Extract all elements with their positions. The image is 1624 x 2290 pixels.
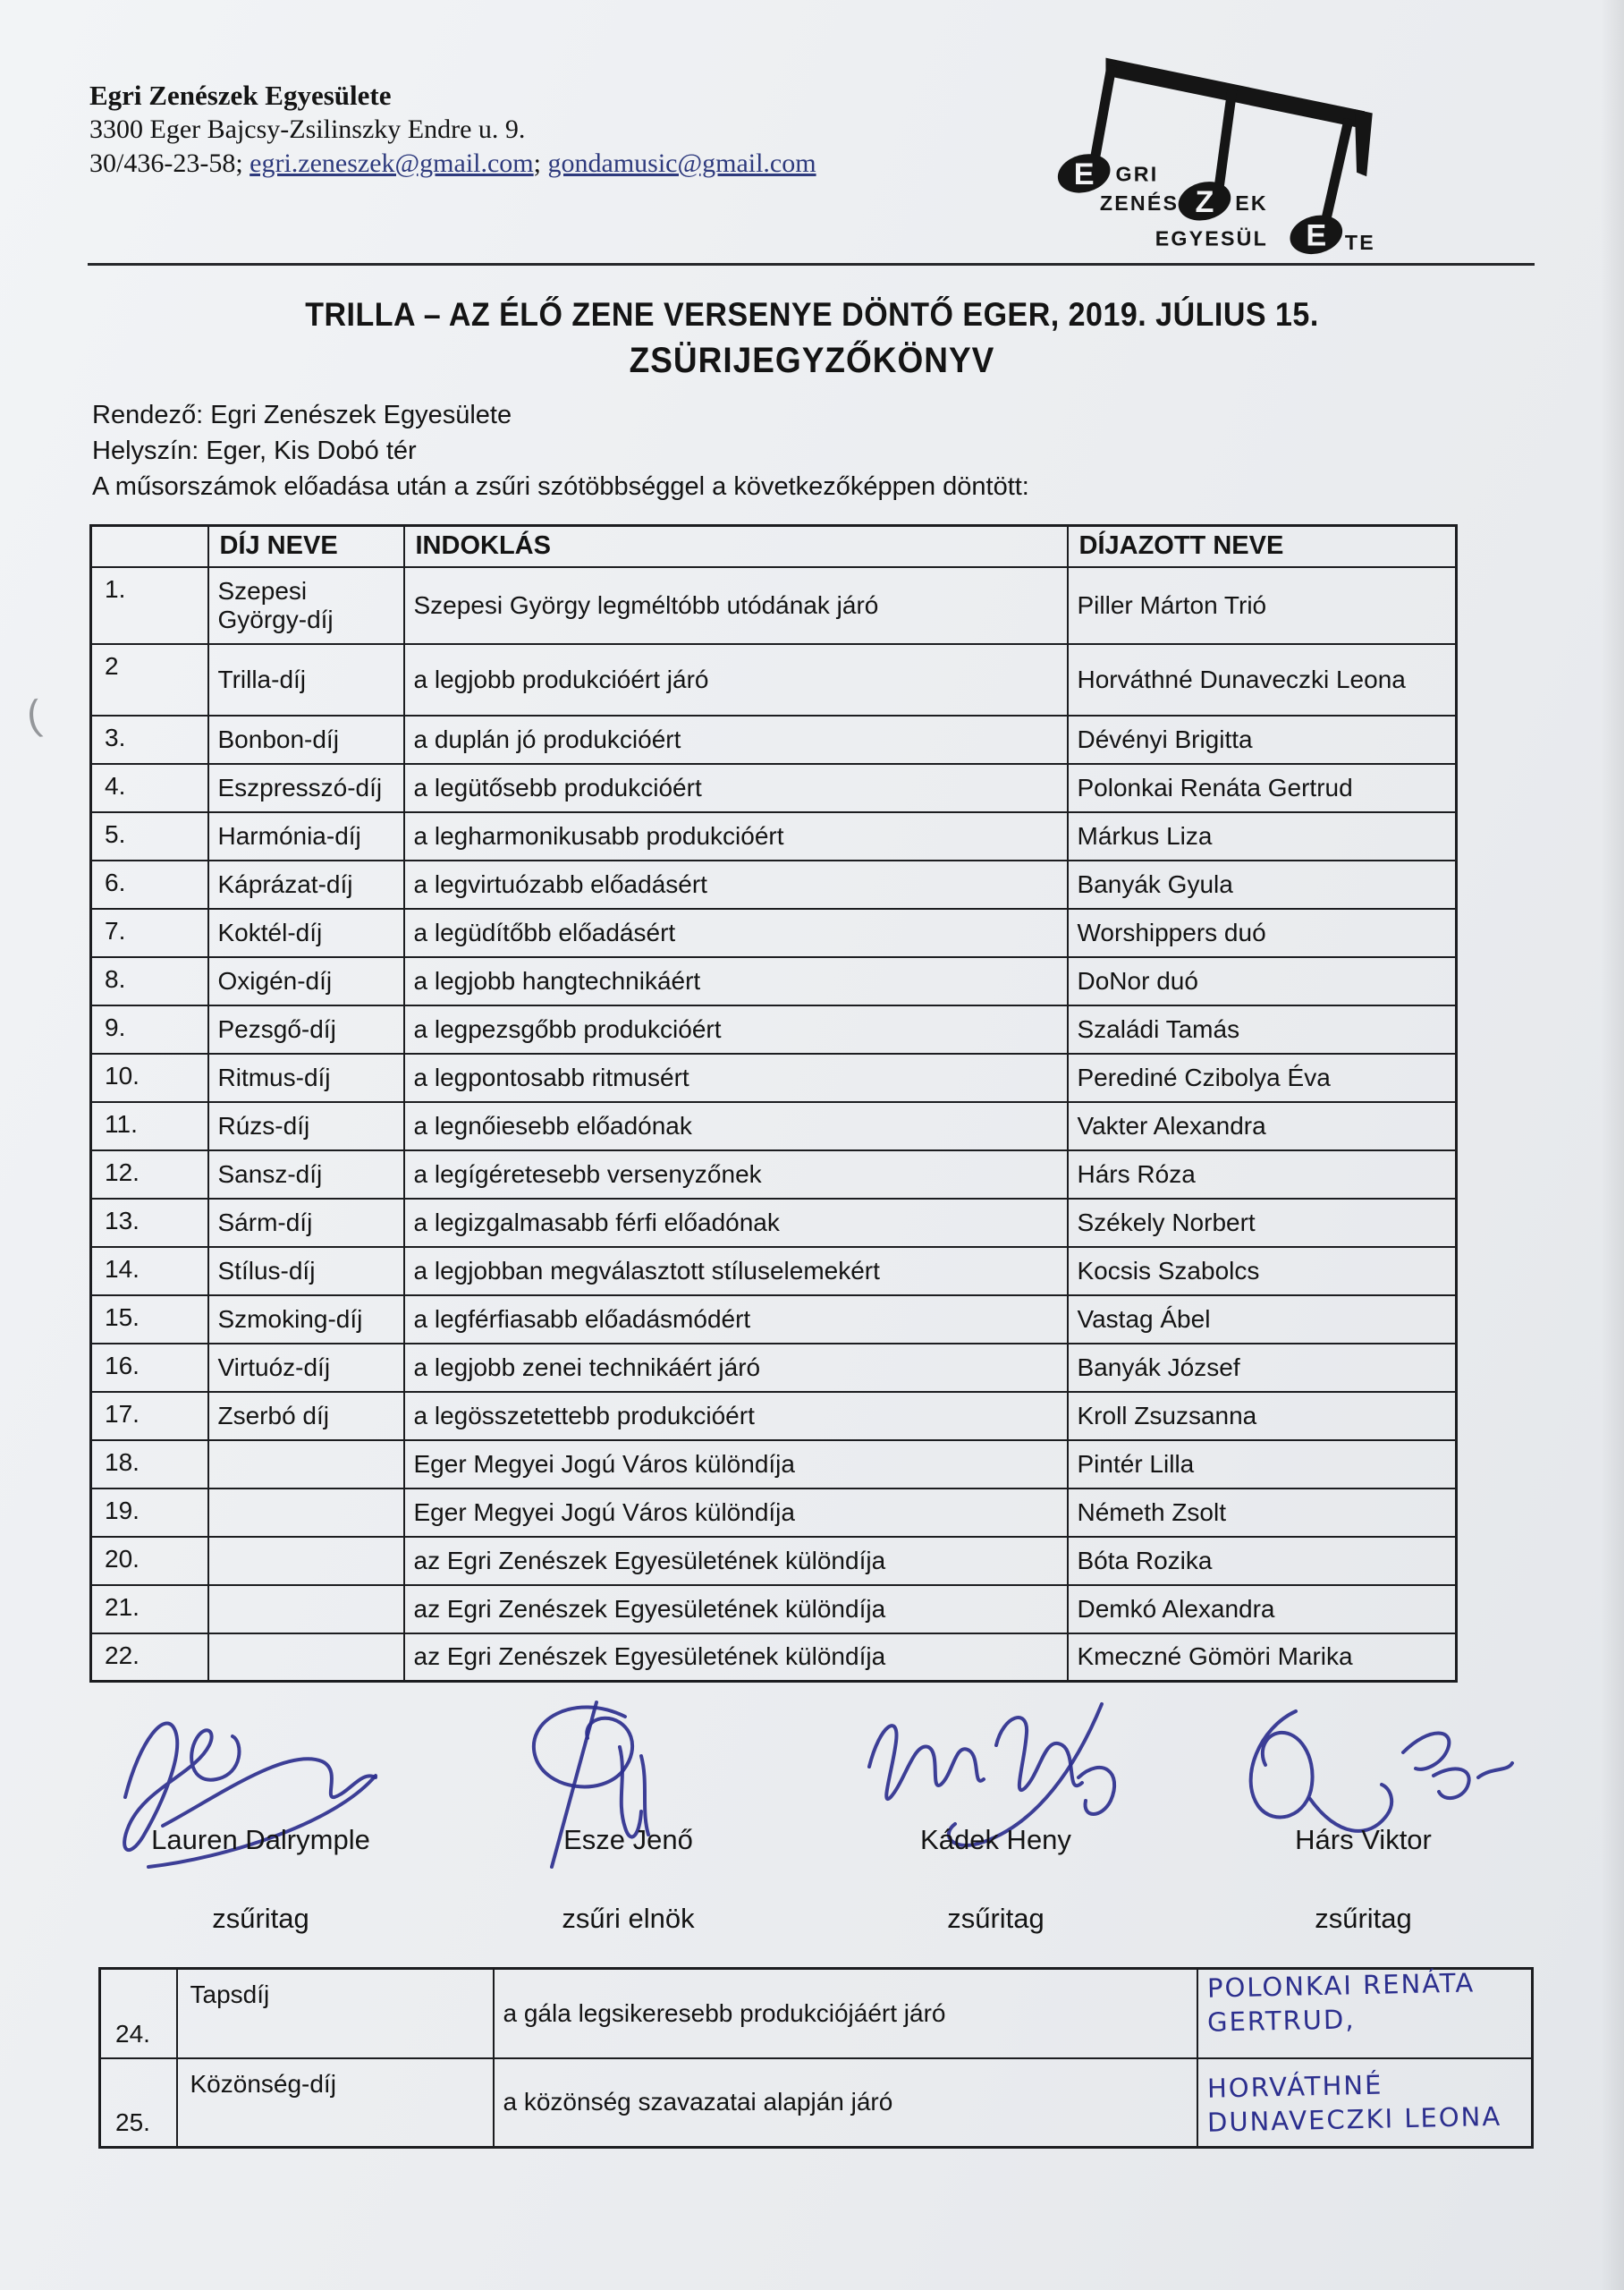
header-num-cell <box>91 526 208 567</box>
award-name-cell: Tapsdíj <box>177 1969 494 2058</box>
header-reason-cell: INDOKLÁS <box>404 526 1068 567</box>
row-number-cell: 2 <box>91 644 208 716</box>
reason-cell: az Egri Zenészek Egyesületének különdíja <box>404 1585 1068 1633</box>
location-line: Helyszín: Eger, Kis Dobó tér <box>92 437 417 465</box>
award-row <box>91 1440 1457 1488</box>
award-name-cell: Harmónia-díj <box>208 812 404 861</box>
winner-name-cell: Banyák József <box>1068 1344 1457 1392</box>
row-number-cell: 15. <box>91 1295 208 1344</box>
award-row <box>91 1585 1457 1633</box>
award-row <box>91 1488 1457 1537</box>
signatory-role: zsűritag <box>1315 1903 1412 1934</box>
award-name-cell: Káprázat-díj <box>208 861 404 909</box>
award-name-cell <box>208 1537 404 1585</box>
email-link-1[interactable]: egri.zeneszek@gmail.com <box>250 148 534 178</box>
winner-name-cell: Hárs Róza <box>1068 1150 1457 1199</box>
org-name: Egri Zenészek Egyesülete <box>89 80 392 111</box>
awards-table-header-row <box>91 526 1457 567</box>
award-row <box>91 1537 1457 1585</box>
row-number-cell: 10. <box>91 1054 208 1102</box>
org-logo-music-notes-icon <box>1036 52 1393 259</box>
row-number-cell: 19. <box>91 1488 208 1537</box>
award-name-cell: Ritmus-díj <box>208 1054 404 1102</box>
winner-name-cell: Dévényi Brigitta <box>1068 716 1457 764</box>
org-address: 3300 Eger Bajcsy-Zsilinszky Endre u. 9. <box>89 114 526 144</box>
letterhead <box>0 0 1624 254</box>
handwritten-winner-line: GERTRUD, <box>1206 2003 1356 2038</box>
award-name-cell: Koktél-díj <box>208 909 404 957</box>
row-number-cell: 17. <box>91 1392 208 1440</box>
winner-name-cell: Székely Norbert <box>1068 1199 1457 1247</box>
reason-cell: a legüdítőbb előadásért <box>404 909 1068 957</box>
row-number-cell: 11. <box>91 1102 208 1150</box>
signatory-role: zsűritag <box>947 1903 1045 1934</box>
email-link-2[interactable]: gondamusic@gmail.com <box>547 148 816 178</box>
award-row <box>91 812 1457 861</box>
award-name-cell: Stílus-díj <box>208 1247 404 1295</box>
winner-name-cell: Szaládi Tamás <box>1068 1005 1457 1054</box>
award-row <box>91 1633 1457 1682</box>
signatory-name: Esze Jenő <box>563 1824 693 1855</box>
contact-separator: ; <box>533 148 548 178</box>
special-awards-table <box>98 1967 1534 2149</box>
signature-col-2 <box>444 1709 812 1935</box>
row-number-cell: 16. <box>91 1344 208 1392</box>
winner-name-cell: Bóta Rozika <box>1068 1537 1457 1585</box>
winner-name-cell: Perediné Czibolya Éva <box>1068 1054 1457 1102</box>
handwritten-winner-line: HORVÁTHNÉ <box>1206 2069 1383 2104</box>
signatory-name: Kádek Heny <box>920 1824 1071 1855</box>
winner-name-cell: Piller Márton Trió <box>1068 567 1457 644</box>
reason-cell: a legütősebb produkcióért <box>404 764 1068 812</box>
header-divider <box>88 263 1535 266</box>
award-row <box>91 764 1457 812</box>
reason-cell: Eger Megyei Jogú Város különdíja <box>404 1488 1068 1537</box>
award-name-cell: Pezsgő-díj <box>208 1005 404 1054</box>
row-number-cell: 8. <box>91 957 208 1005</box>
reason-cell: Eger Megyei Jogú Város különdíja <box>404 1440 1068 1488</box>
award-row <box>91 1247 1457 1295</box>
award-name-cell: Sárm-díj <box>208 1199 404 1247</box>
meta-block <box>92 397 1624 505</box>
logo-text-ek: EK <box>1235 191 1268 215</box>
row-number-cell: 12. <box>91 1150 208 1199</box>
reason-cell: a legígéretesebb versenyzőnek <box>404 1150 1068 1199</box>
award-name-cell: Oxigén-díj <box>208 957 404 1005</box>
reason-cell: az Egri Zenészek Egyesületének különdíja <box>404 1633 1068 1682</box>
signatory-name: Hárs Viktor <box>1295 1824 1432 1855</box>
reason-cell: a legjobban megválasztott stíluselemekért <box>404 1247 1068 1295</box>
header-winner-cell: DÍJAZOTT NEVE <box>1068 526 1457 567</box>
org-phone: 30/436-23-58; <box>89 148 250 178</box>
winner-name-cell: Kocsis Szabolcs <box>1068 1247 1457 1295</box>
winner-name-cell: Demkó Alexandra <box>1068 1585 1457 1633</box>
award-row <box>91 957 1457 1005</box>
handwritten-winner-line: DUNAVECZKI LEONA <box>1206 2101 1501 2138</box>
reason-cell: a legpontosabb ritmusért <box>404 1054 1068 1102</box>
winner-name-cell: Worshippers duó <box>1068 909 1457 957</box>
row-number-cell: 21. <box>91 1585 208 1633</box>
reason-cell: a legvirtuózabb előadásért <box>404 861 1068 909</box>
award-row <box>91 1392 1457 1440</box>
winner-name-cell: Horváthné Dunaveczki Leona <box>1068 644 1457 716</box>
signature-block <box>0 1709 1624 1935</box>
header-award-cell: DÍJ NEVE <box>208 526 404 567</box>
reason-cell: a legizgalmasabb férfi előadónak <box>404 1199 1068 1247</box>
intro-line: A műsorszámok előadása után a zsűri szótöbbséggel a következőképpen döntött: <box>92 472 1029 501</box>
award-row <box>91 861 1457 909</box>
winner-name-cell: Pintér Lilla <box>1068 1440 1457 1488</box>
reason-cell: Szepesi György legméltóbb utódának járó <box>404 567 1068 644</box>
row-number-cell: 9. <box>91 1005 208 1054</box>
row-number-cell: 24. <box>100 1969 177 2058</box>
row-number-cell: 4. <box>91 764 208 812</box>
award-row <box>91 909 1457 957</box>
special-award-row <box>100 1969 1533 2058</box>
award-row <box>91 716 1457 764</box>
award-row <box>91 567 1457 644</box>
award-row <box>91 644 1457 716</box>
row-number-cell: 6. <box>91 861 208 909</box>
signature-col-1 <box>77 1709 444 1935</box>
award-row <box>91 1295 1457 1344</box>
award-row <box>91 1344 1457 1392</box>
row-number-cell: 7. <box>91 909 208 957</box>
winner-name-cell: Vakter Alexandra <box>1068 1102 1457 1150</box>
reason-cell: a legösszetettebb produkcióért <box>404 1392 1068 1440</box>
organizer-line: Rendező: Egri Zenészek Egyesülete <box>92 401 512 429</box>
winner-name-cell: Németh Zsolt <box>1068 1488 1457 1537</box>
row-number-cell: 1. <box>91 567 208 644</box>
signatory-role: zsűri elnök <box>562 1903 695 1934</box>
award-name-cell: Szmoking-díj <box>208 1295 404 1344</box>
row-number-cell: 13. <box>91 1199 208 1247</box>
reason-cell: a legjobb zenei technikáért járó <box>404 1344 1068 1392</box>
award-row <box>91 1054 1457 1102</box>
row-number-cell: 5. <box>91 812 208 861</box>
reason-cell: a legharmonikusabb produkcióért <box>404 812 1068 861</box>
reason-cell: az Egri Zenészek Egyesületének különdíja <box>404 1537 1068 1585</box>
winner-name-cell: Vastag Ábel <box>1068 1295 1457 1344</box>
award-row <box>91 1199 1457 1247</box>
document-title: TRILLA – AZ ÉLŐ ZENE VERSENYE DÖNTŐ EGER, 2019. JÚLIUS 15. <box>305 296 1319 334</box>
award-name-cell: Trilla-díj <box>208 644 404 716</box>
document-subtitle: ZSÜRIJEGYZŐKÖNYV <box>629 340 995 380</box>
handwritten-winner-line: POLONKAI RENÁTA <box>1206 1967 1475 2004</box>
award-row <box>91 1005 1457 1054</box>
award-name-cell <box>208 1440 404 1488</box>
award-row <box>91 1102 1457 1150</box>
reason-cell: a legjobb hangtechnikáért <box>404 957 1068 1005</box>
row-number-cell: 14. <box>91 1247 208 1295</box>
winner-name-cell: Polonkai Renáta Gertrud <box>1068 764 1457 812</box>
winner-name-cell: DoNor duó <box>1068 957 1457 1005</box>
row-number-cell: 18. <box>91 1440 208 1488</box>
award-name-cell: Eszpresszó-díj <box>208 764 404 812</box>
award-name-cell: Sansz-díj <box>208 1150 404 1199</box>
logo-text-egyesul: EGYESÜL <box>1155 226 1268 250</box>
handwritten-winner-cell <box>1197 1969 1533 2058</box>
row-number-cell: 22. <box>91 1633 208 1682</box>
logo-text-gri: GRI <box>1115 162 1159 186</box>
reason-cell: a közönség szavazatai alapján járó <box>494 2058 1197 2148</box>
awards-table <box>89 524 1458 1683</box>
award-name-cell: Virtuóz-díj <box>208 1344 404 1392</box>
reason-cell: a duplán jó produkcióért <box>404 716 1068 764</box>
award-name-cell <box>208 1488 404 1537</box>
handwritten-winner-cell <box>1197 2058 1533 2148</box>
reason-cell: a legjobb produkcióért járó <box>404 644 1068 716</box>
reason-cell: a gála legsikeresebb produkciójáért járó <box>494 1969 1197 2058</box>
signatory-role: zsűritag <box>212 1903 309 1934</box>
special-award-row <box>100 2058 1533 2148</box>
winner-name-cell: Kmeczné Gömöri Marika <box>1068 1633 1457 1682</box>
award-name-cell <box>208 1633 404 1682</box>
reason-cell: a legférfiasabb előadásmódért <box>404 1295 1068 1344</box>
award-name-cell: Bonbon-díj <box>208 716 404 764</box>
row-number-cell: 3. <box>91 716 208 764</box>
award-name-cell <box>208 1585 404 1633</box>
award-name-cell: Szepesi György-díj <box>208 567 404 644</box>
scan-artifact-mark: ( <box>23 691 44 739</box>
logo-letter-e1: E <box>1073 157 1095 192</box>
logo-text-te: TE <box>1344 230 1375 254</box>
award-name-cell: Rúzs-díj <box>208 1102 404 1150</box>
reason-cell: a legpezsgőbb produkcióért <box>404 1005 1068 1054</box>
winner-name-cell: Banyák Gyula <box>1068 861 1457 909</box>
row-number-cell: 20. <box>91 1537 208 1585</box>
logo-text-zenes: ZENÉS <box>1099 191 1180 215</box>
signature-col-3 <box>812 1709 1180 1935</box>
signatory-name: Lauren Dalrymple <box>151 1824 370 1855</box>
row-number-cell: 25. <box>100 2058 177 2148</box>
winner-name-cell: Kroll Zsuzsanna <box>1068 1392 1457 1440</box>
award-row <box>91 1150 1457 1199</box>
reason-cell: a legnőiesebb előadónak <box>404 1102 1068 1150</box>
signature-col-4 <box>1180 1709 1547 1935</box>
award-name-cell: Közönség-díj <box>177 2058 494 2148</box>
logo-letter-e2: E <box>1306 218 1327 253</box>
logo-letter-z: Z <box>1195 184 1214 219</box>
award-name-cell: Zserbó díj <box>208 1392 404 1440</box>
winner-name-cell: Márkus Liza <box>1068 812 1457 861</box>
